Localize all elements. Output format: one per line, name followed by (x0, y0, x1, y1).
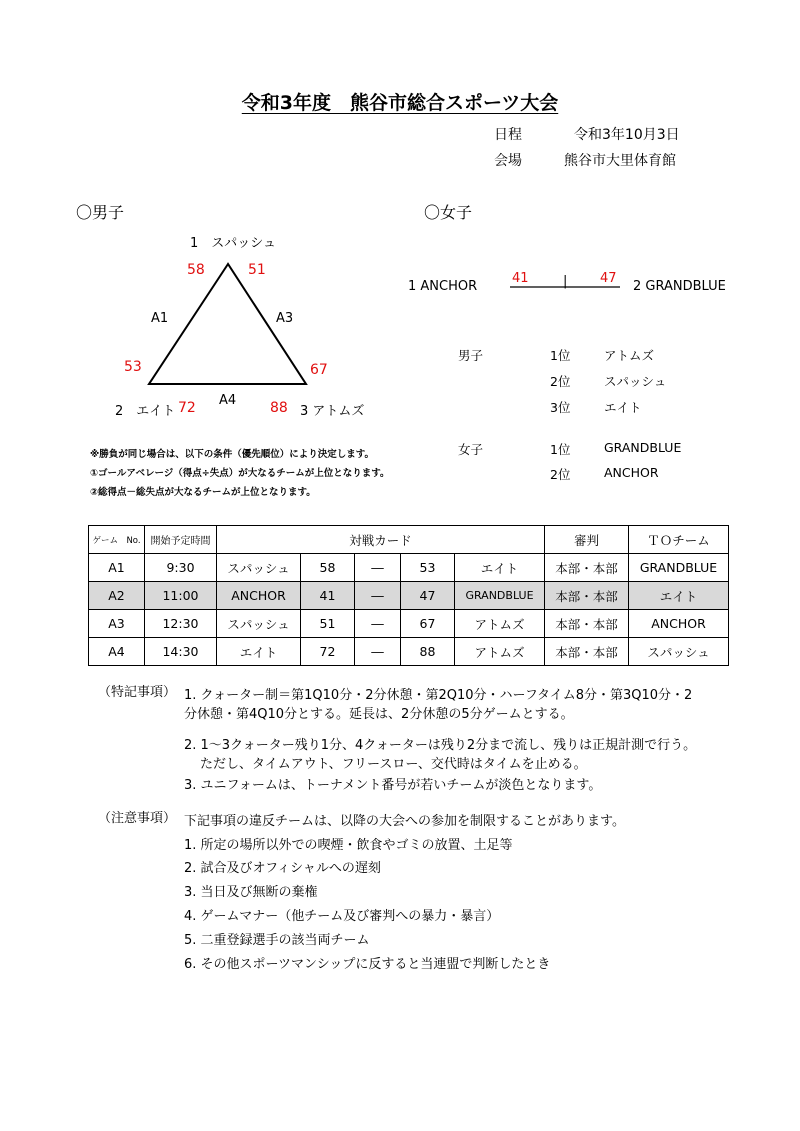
rank-women-1-team: GRANDBLUE (604, 440, 682, 455)
women-team1: 1 ANCHOR (408, 279, 478, 294)
table-header-row (89, 526, 729, 554)
women-heading: 〇女子 (424, 203, 473, 222)
special-item3: 3. ユニフォームは、トーナメント番号が若いチームが淡色となります。 (184, 778, 602, 793)
special-item2-line2: ただし、タイムアウト、フリースロー、交代時はタイムを止める。 (200, 757, 587, 772)
rank-men-3-team: エイト (604, 400, 642, 415)
women-score1: 41 (512, 271, 529, 286)
score-bottom-right: 88 (270, 400, 288, 416)
score-bottom-left: 72 (178, 400, 196, 416)
cell-time: 11:00 (145, 582, 217, 610)
table-row (89, 582, 729, 610)
cell-away-score: 47 (401, 582, 455, 610)
women-score2: 47 (600, 271, 617, 286)
header-start: 開始予定時間 (145, 526, 217, 554)
cell-home-score: 72 (301, 638, 355, 666)
cell-home: エイト (217, 638, 301, 666)
cell-dash: ― (355, 582, 401, 610)
special-item1-line2: 分休憩・第4Q10分とする。延長は、2分休憩の5分ゲームとする。 (184, 707, 574, 722)
cell-away: GRANDBLUE (455, 582, 545, 610)
cell-game: A2 (89, 582, 145, 610)
cell-away-score: 53 (401, 554, 455, 582)
cell-away: エイト (455, 554, 545, 582)
caution-item-2: 2. 試合及びオフィシャルへの遅刻 (184, 861, 381, 876)
cell-home-score: 58 (301, 554, 355, 582)
date-value: 令和3年10月3日 (574, 127, 680, 143)
header-referee: 審判 (545, 526, 629, 554)
caution-intro: 下記事項の違反チームは、以降の大会への参加を制限することがあります。 (184, 814, 625, 829)
rank-women-2-team: ANCHOR (604, 465, 659, 480)
caution-label: （注意事項） (98, 811, 177, 826)
cell-away: アトムズ (455, 638, 545, 666)
rank-women-2: 2位 (550, 467, 571, 482)
rank-men-2-team: スパッシュ (604, 374, 667, 389)
cell-to: スパッシュ (629, 638, 729, 666)
special-item1-line1: 1. クォーター制＝第1Q10分・2分休憩・第2Q10分・ハーフタイム8分・第3Q10分・2 (184, 688, 693, 703)
cell-time: 12:30 (145, 610, 217, 638)
score-right: 67 (310, 362, 328, 378)
schedule-table (88, 525, 729, 666)
cell-game: A3 (89, 610, 145, 638)
score-top-right: 51 (248, 262, 266, 278)
cell-away: アトムズ (455, 610, 545, 638)
cell-dash: ― (355, 610, 401, 638)
header-to: ＴＯチーム (629, 526, 729, 554)
caution-item-3: 3. 当日及び無断の棄権 (184, 885, 318, 900)
table-row (89, 610, 729, 638)
cell-referee: 本部・本部 (545, 582, 629, 610)
cell-home-score: 51 (301, 610, 355, 638)
venue-value: 熊谷市大里体育館 (564, 153, 676, 169)
rank-men-3: 3位 (550, 400, 571, 415)
game-a1-label: A1 (151, 311, 169, 326)
caution-item-4: 4. ゲームマナー（他チーム及び審判への暴力・暴言） (184, 909, 500, 924)
rank-men-1: 1位 (550, 348, 571, 363)
women-team2: 2 GRANDBLUE (633, 279, 726, 294)
caution-item-6: 6. その他スポーツマンシップに反すると当連盟で判断したとき (184, 957, 551, 972)
score-left: 53 (124, 359, 142, 375)
caution-item-5: 5. 二重登録選手の該当両チーム (184, 933, 370, 948)
cell-away-score: 88 (401, 638, 455, 666)
cell-time: 14:30 (145, 638, 217, 666)
rank-men-1-team: アトムズ (604, 348, 655, 363)
special-label: （特記事項） (98, 685, 177, 700)
tiebreak-note-1: ※勝負が同じ場合は、以下の条件（優先順位）により決定します。 (90, 449, 374, 460)
cell-home: スパッシュ (217, 610, 301, 638)
men-team1: 1 スパッシュ (190, 236, 277, 251)
cell-to: GRANDBLUE (629, 554, 729, 582)
cell-game: A4 (89, 638, 145, 666)
tiebreak-note-3: ②総得点－総失点が大なるチームが上位となります。 (90, 487, 316, 498)
cell-time: 9:30 (145, 554, 217, 582)
table-row (89, 554, 729, 582)
page-title: 令和3年度 熊谷市総合スポーツ大会 (241, 92, 559, 114)
men-heading: 〇男子 (76, 203, 125, 222)
cell-referee: 本部・本部 (545, 610, 629, 638)
score-top-left: 58 (187, 262, 205, 278)
cell-home-score: 41 (301, 582, 355, 610)
women-divider: | (563, 274, 568, 289)
rank-men-2: 2位 (550, 374, 571, 389)
caution-item-1: 1. 所定の場所以外での喫煙・飲食やゴミの放置、土足等 (184, 838, 513, 853)
special-item2-line1: 2. 1～3クォーター残り1分、4クォーターは残り2分まで流し、残りは正規計測で行う。 (184, 738, 697, 753)
cell-home: ANCHOR (217, 582, 301, 610)
venue-label: 会場 (494, 153, 522, 169)
men-team3: 3 アトムズ (300, 404, 365, 419)
cell-to: エイト (629, 582, 729, 610)
cell-referee: 本部・本部 (545, 554, 629, 582)
men-team2: 2 エイト (115, 404, 176, 419)
header-match: 対戦カード (217, 526, 545, 554)
cell-dash: ― (355, 554, 401, 582)
cell-game: A1 (89, 554, 145, 582)
date-label: 日程 (494, 127, 522, 143)
rank-men-label: 男子 (458, 348, 484, 363)
game-a4-label: A4 (219, 393, 237, 408)
tiebreak-note-2: ①ゴールアベレージ（得点÷失点）が大なるチームが上位となります。 (90, 468, 390, 479)
cell-away-score: 67 (401, 610, 455, 638)
rank-women-1: 1位 (550, 442, 571, 457)
cell-to: ANCHOR (629, 610, 729, 638)
cell-referee: 本部・本部 (545, 638, 629, 666)
table-row (89, 638, 729, 666)
game-a3-label: A3 (276, 311, 294, 326)
header-game: ゲーム No. (89, 526, 145, 554)
cell-dash: ― (355, 638, 401, 666)
cell-home: スパッシュ (217, 554, 301, 582)
rank-women-label: 女子 (458, 442, 484, 457)
